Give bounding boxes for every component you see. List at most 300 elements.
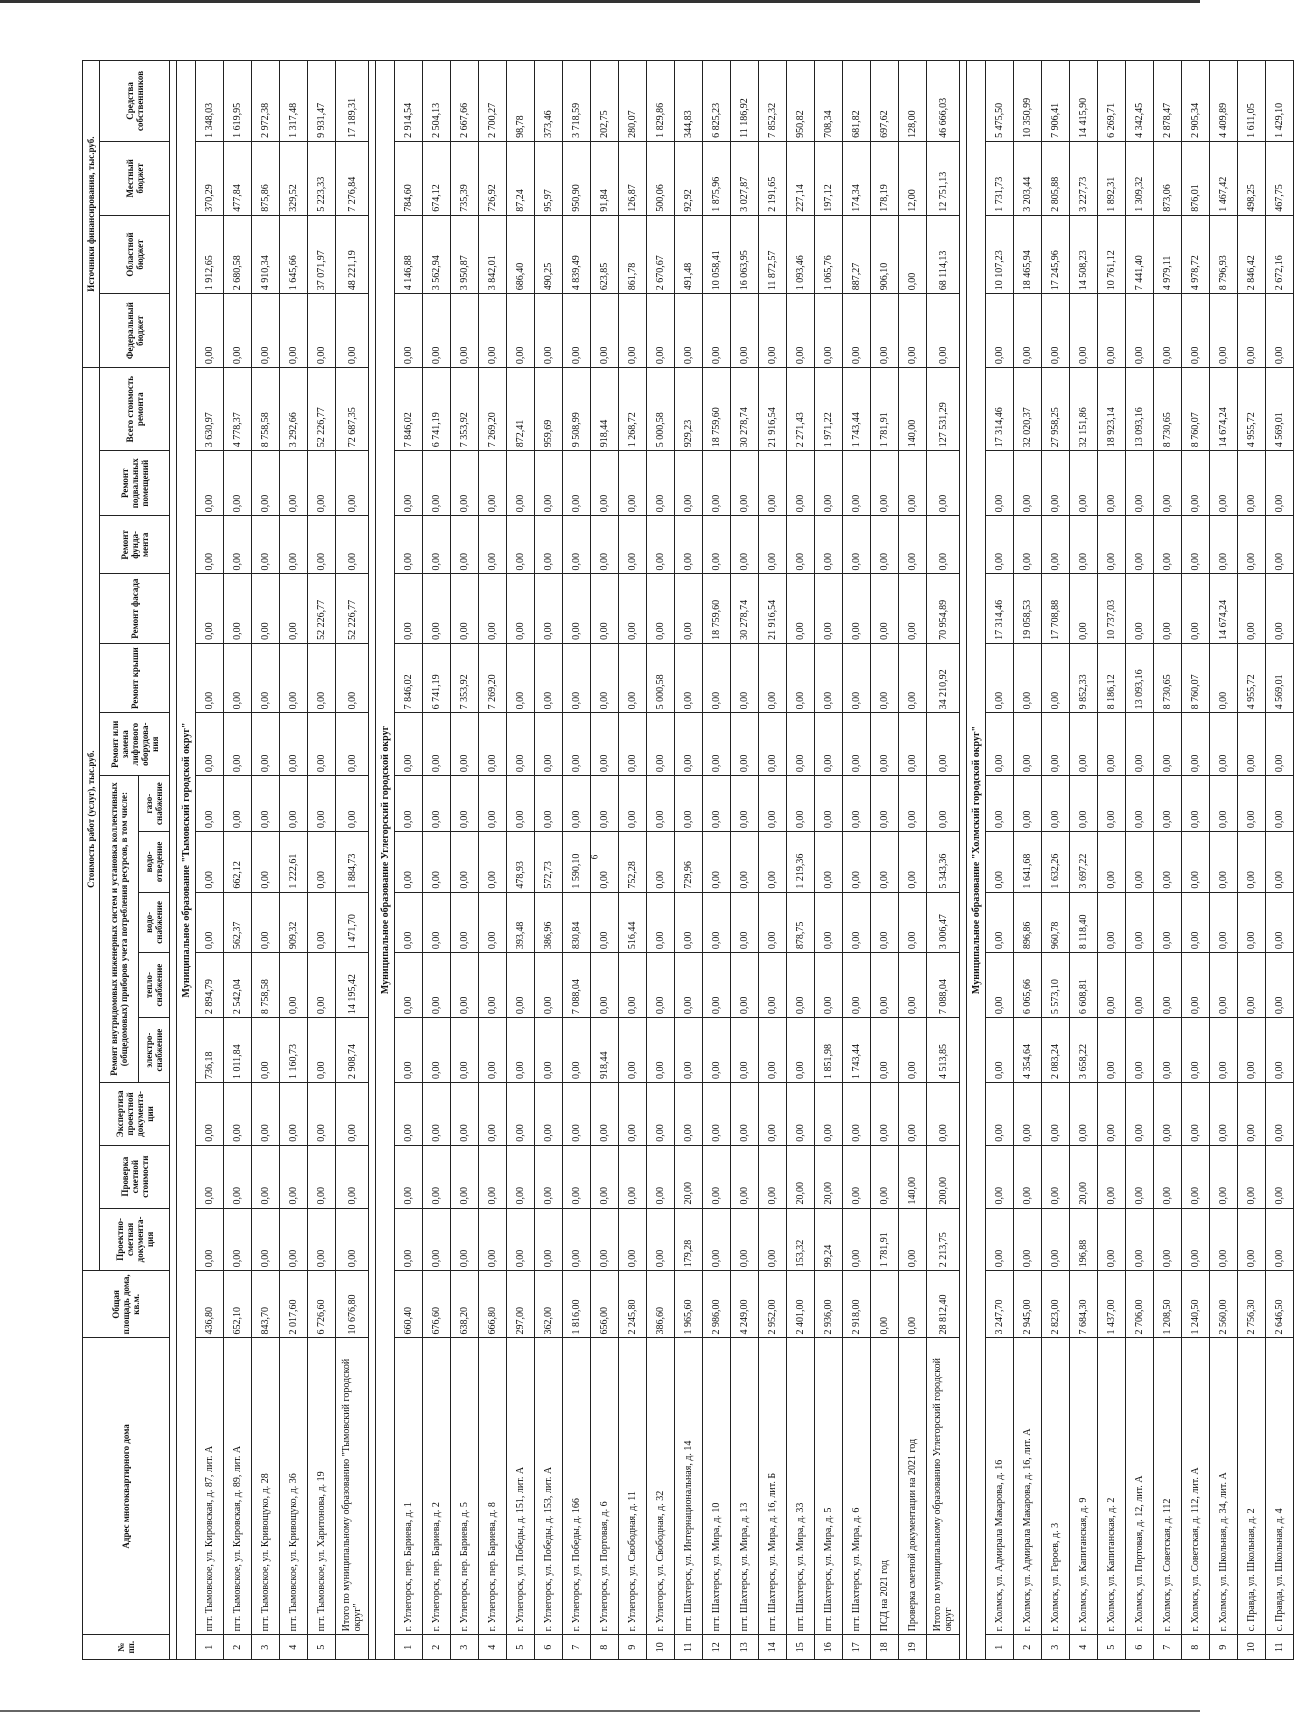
value-cell: 0,00 (1098, 1083, 1126, 1146)
value-cell: 0,00 (1238, 1208, 1266, 1271)
value-cell: 959,69 (535, 368, 563, 451)
value-cell: 4 409,89 (1210, 61, 1238, 142)
value-cell: 3 950,87 (451, 215, 479, 293)
value-cell: 0,00 (731, 713, 759, 776)
value-cell: 0,00 (871, 643, 899, 712)
value-cell: 34 210,92 (927, 643, 960, 712)
table-row (1182, 61, 1210, 1660)
value-cell: 0,00 (308, 1018, 336, 1083)
value-cell: 0,00 (871, 776, 899, 832)
value-cell: 0,00 (899, 1271, 927, 1338)
header-funding-group: Источники финансирования, тыс.руб. (83, 61, 100, 368)
value-cell: 0,00 (647, 1208, 675, 1271)
address-cell: ПСД на 2021 год (871, 1338, 899, 1635)
value-cell: 0,00 (986, 1018, 1014, 1083)
value-cell: 4 778,37 (224, 368, 252, 451)
value-cell: 2 756,30 (1238, 1271, 1266, 1338)
value-cell: 140,00 (899, 1145, 927, 1208)
value-cell: 92,92 (675, 141, 703, 215)
header-num: № пп. (83, 1635, 170, 1660)
value-cell: 0,00 (1182, 294, 1210, 368)
value-cell: 0,00 (535, 713, 563, 776)
table-row (423, 61, 451, 1660)
table-row (1210, 61, 1238, 1660)
value-cell: 4 342,45 (1126, 61, 1154, 142)
value-cell: 0,00 (843, 713, 871, 776)
value-cell: 0,00 (1154, 1208, 1182, 1271)
value-cell: 1 816,00 (563, 1271, 591, 1338)
value-cell: 0,00 (871, 1145, 899, 1208)
value-cell: 0,00 (986, 451, 1014, 516)
value-cell: 0,00 (619, 516, 647, 574)
value-cell: 0,00 (507, 294, 535, 368)
table-row (535, 61, 563, 1660)
table-row (395, 61, 423, 1660)
value-cell: 3 292,66 (280, 368, 308, 451)
value-cell: 8 730,65 (1154, 368, 1182, 451)
value-cell: 0,00 (336, 516, 369, 574)
value-cell: 4 978,72 (1182, 215, 1210, 293)
value-cell: 5 000,58 (647, 368, 675, 451)
value-cell: 329,52 (280, 141, 308, 215)
value-cell: 0,00 (843, 574, 871, 643)
address-cell: г. Углегорск, ул. Победы, д. 153, лит. А (535, 1338, 563, 1635)
value-cell: 0,00 (1154, 713, 1182, 776)
value-cell: 0,00 (280, 294, 308, 368)
value-cell: 1 348,03 (196, 61, 224, 142)
value-cell: 0,00 (1266, 1018, 1294, 1083)
value-cell: 0,00 (1014, 643, 1042, 712)
value-cell: 0,00 (843, 1145, 871, 1208)
value-cell: 0,00 (815, 516, 843, 574)
value-cell: 1 892,31 (1098, 141, 1126, 215)
value-cell: 0,00 (1238, 574, 1266, 643)
value-cell: 0,00 (395, 294, 423, 368)
value-cell: 0,00 (647, 776, 675, 832)
value-cell: 2 542,04 (224, 953, 252, 1018)
value-cell: 0,00 (899, 832, 927, 893)
value-cell: 0,00 (843, 643, 871, 712)
value-cell: 0,00 (280, 451, 308, 516)
value-cell: 2 083,24 (1042, 1018, 1070, 1083)
address-cell: г. Холмск, ул. Советская, д. 112 (1154, 1338, 1182, 1635)
value-cell: 0,00 (1266, 574, 1294, 643)
value-cell: 0,00 (619, 953, 647, 1018)
value-cell: 17 314,46 (986, 574, 1014, 643)
value-cell: 0,00 (395, 832, 423, 893)
value-cell: 0,00 (703, 892, 731, 953)
value-cell: 0,00 (535, 643, 563, 712)
value-cell: 7 088,04 (927, 953, 960, 1018)
value-cell: 0,00 (507, 574, 535, 643)
value-cell: 0,00 (899, 776, 927, 832)
row-number: 13 (731, 1635, 759, 1660)
value-cell: 0,00 (1210, 1018, 1238, 1083)
value-cell: 95,97 (535, 141, 563, 215)
value-cell: 18 759,60 (703, 368, 731, 451)
value-cell: 0,00 (675, 892, 703, 953)
value-cell: 4 979,11 (1154, 215, 1182, 293)
value-cell: 0,00 (423, 1145, 451, 1208)
table-row (1154, 61, 1182, 1660)
value-cell: 0,00 (899, 713, 927, 776)
value-cell: 0,00 (1238, 451, 1266, 516)
row-number: 1 (986, 1635, 1014, 1660)
value-cell: 2 894,79 (196, 953, 224, 1018)
value-cell: 6 741,19 (423, 643, 451, 712)
value-cell: 7 353,92 (451, 368, 479, 451)
value-cell: 0,00 (591, 1145, 619, 1208)
header-roof: Ремонт крыши (100, 643, 170, 712)
value-cell: 0,00 (591, 892, 619, 953)
value-cell: 0,00 (1154, 451, 1182, 516)
value-cell: 0,00 (563, 1208, 591, 1271)
value-cell: 0,00 (675, 643, 703, 712)
value-cell: 0,00 (280, 1208, 308, 1271)
value-cell: 1 829,86 (647, 61, 675, 142)
value-cell: 0,00 (563, 713, 591, 776)
value-cell: 2 401,00 (787, 1271, 815, 1338)
header-cost-group: Стоимость работ (услуг), тыс.руб. (83, 368, 100, 1271)
value-cell: 0,00 (591, 713, 619, 776)
value-cell: 0,00 (535, 1083, 563, 1146)
address-cell: г. Углегорск, ул. Победы, д. 166 (563, 1338, 591, 1635)
value-cell: 0,00 (1014, 1145, 1042, 1208)
value-cell: 0,00 (1210, 776, 1238, 832)
value-cell: 2 878,47 (1154, 61, 1182, 142)
value-cell: 0,00 (451, 713, 479, 776)
value-cell: 896,86 (1014, 892, 1042, 953)
value-cell: 861,78 (619, 215, 647, 293)
value-cell: 0,00 (619, 643, 647, 712)
value-cell: 0,00 (871, 1083, 899, 1146)
value-cell: 8 730,65 (1154, 643, 1182, 712)
table-row (899, 61, 927, 1660)
value-cell: 227,14 (787, 141, 815, 215)
address-cell: г. Углегорск, пер. Бариева, д. 8 (479, 1338, 507, 1635)
value-cell: 4 569,01 (1266, 643, 1294, 712)
row-number: 2 (1014, 1635, 1042, 1660)
value-cell: 0,00 (1126, 516, 1154, 574)
value-cell: 3 247,70 (986, 1271, 1014, 1338)
row-number: 3 (451, 1635, 479, 1660)
value-cell: 0,00 (451, 892, 479, 953)
value-cell: 7 353,92 (451, 643, 479, 712)
value-cell: 0,00 (451, 451, 479, 516)
value-cell: 0,00 (647, 832, 675, 893)
value-cell: 72 687,35 (336, 368, 369, 451)
value-cell: 0,00 (479, 294, 507, 368)
value-cell: 0,00 (507, 1018, 535, 1083)
row-number: 17 (843, 1635, 871, 1660)
value-cell: 0,00 (647, 451, 675, 516)
value-cell: 0,00 (815, 776, 843, 832)
value-cell: 9 852,33 (1070, 643, 1098, 712)
header-basement: Ремонт подвальных помещений (100, 451, 170, 516)
header-gas: газо-снабжение (139, 776, 170, 832)
value-cell: 0,00 (759, 1208, 787, 1271)
value-cell: 0,00 (703, 953, 731, 1018)
value-cell: 0,00 (395, 574, 423, 643)
value-cell: 0,00 (703, 1208, 731, 1271)
header-heat: тепло-снабжение (139, 953, 170, 1018)
value-cell: 5 000,58 (647, 643, 675, 712)
value-cell: 1 467,42 (1210, 141, 1238, 215)
value-cell: 6 269,71 (1098, 61, 1126, 142)
value-cell: 126,87 (619, 141, 647, 215)
value-cell: 0,00 (563, 451, 591, 516)
value-cell: 0,00 (308, 516, 336, 574)
value-cell: 2 667,66 (451, 61, 479, 142)
value-cell: 0,00 (647, 574, 675, 643)
page-number: 6 (589, 854, 600, 860)
value-cell: 18 759,60 (703, 574, 731, 643)
value-cell: 0,00 (843, 953, 871, 1018)
value-cell: 8 760,07 (1182, 368, 1210, 451)
header-expertise: Экспертиза проектной документа-ции (100, 1083, 170, 1146)
value-cell: 0,00 (1154, 294, 1182, 368)
value-cell: 0,00 (479, 713, 507, 776)
value-cell: 4 249,00 (731, 1271, 759, 1338)
header-sewer: водо-отведение (139, 832, 170, 893)
address-cell: пгт. Шахтерск, ул. Мира, д. 5 (815, 1338, 843, 1635)
value-cell: 0,00 (395, 892, 423, 953)
value-cell: 729,96 (675, 832, 703, 893)
value-cell: 0,00 (619, 776, 647, 832)
value-cell: 0,00 (423, 832, 451, 893)
value-cell: 3 630,97 (196, 368, 224, 451)
value-cell: 1 222,61 (280, 832, 308, 893)
value-cell: 0,00 (899, 451, 927, 516)
value-cell: 7 441,40 (1126, 215, 1154, 293)
value-cell: 3 697,22 (1070, 832, 1098, 893)
value-cell: 0,00 (252, 776, 280, 832)
value-cell: 0,00 (451, 1208, 479, 1271)
value-cell: 735,39 (451, 141, 479, 215)
value-cell: 14 415,90 (1070, 61, 1098, 142)
value-cell: 52 226,77 (308, 368, 336, 451)
value-cell: 0,00 (1238, 776, 1266, 832)
value-cell: 3 006,47 (927, 892, 960, 953)
value-cell: 373,46 (535, 61, 563, 142)
value-cell: 0,00 (986, 713, 1014, 776)
table-row (843, 61, 871, 1660)
value-cell: 0,00 (563, 574, 591, 643)
value-cell: 0,00 (280, 713, 308, 776)
value-cell: 0,00 (815, 1083, 843, 1146)
value-cell: 2 823,00 (1042, 1271, 1070, 1338)
value-cell: 0,00 (731, 776, 759, 832)
row-number: 11 (1266, 1635, 1294, 1660)
value-cell: 0,00 (1042, 294, 1070, 368)
value-cell: 0,00 (843, 294, 871, 368)
row-number: 9 (1210, 1635, 1238, 1660)
value-cell: 4 955,72 (1238, 643, 1266, 712)
row-number: 2 (423, 1635, 451, 1660)
value-cell: 0,00 (395, 451, 423, 516)
value-cell: 7 269,20 (479, 643, 507, 712)
value-cell: 0,00 (843, 776, 871, 832)
value-cell: 344,83 (675, 61, 703, 142)
value-cell: 9 508,99 (563, 368, 591, 451)
header-regional: Областной бюджет (100, 215, 170, 293)
value-cell: 0,00 (843, 892, 871, 953)
table-body (170, 61, 1294, 1660)
value-cell: 0,00 (308, 892, 336, 953)
value-cell: 0,00 (1210, 294, 1238, 368)
table-row (647, 61, 675, 1660)
value-cell: 929,23 (675, 368, 703, 451)
value-cell: 28 812,40 (927, 1271, 960, 1338)
value-cell: 10 107,23 (986, 215, 1014, 293)
value-cell: 0,00 (1014, 451, 1042, 516)
value-cell: 0,00 (395, 516, 423, 574)
capital-repair-table (82, 60, 1294, 1660)
value-cell: 10 761,12 (1098, 215, 1126, 293)
value-cell: 0,00 (479, 832, 507, 893)
value-cell: 0,00 (1238, 294, 1266, 368)
value-cell: 436,80 (196, 1271, 224, 1338)
row-number: 6 (535, 1635, 563, 1660)
value-cell: 20,00 (787, 1145, 815, 1208)
value-cell: 0,00 (759, 516, 787, 574)
value-cell: 153,32 (787, 1208, 815, 1271)
value-cell: 0,00 (1182, 1018, 1210, 1083)
value-cell: 0,00 (1042, 713, 1070, 776)
value-cell: 0,00 (703, 713, 731, 776)
value-cell: 0,00 (563, 294, 591, 368)
address-cell: г. Холмск, ул. Капитанская, д. 2 (1098, 1338, 1126, 1635)
value-cell: 0,00 (535, 451, 563, 516)
value-cell: 0,00 (1042, 1145, 1070, 1208)
value-cell: 0,00 (927, 451, 960, 516)
row-number: 15 (787, 1635, 815, 1660)
value-cell: 0,00 (1014, 516, 1042, 574)
value-cell: 0,00 (451, 776, 479, 832)
table-row (563, 61, 591, 1660)
value-cell: 197,12 (815, 141, 843, 215)
value-cell: 0,00 (703, 776, 731, 832)
value-cell: 2 560,00 (1210, 1271, 1238, 1338)
value-cell: 0,00 (224, 294, 252, 368)
value-cell: 7 276,84 (336, 141, 369, 215)
value-cell: 0,00 (675, 294, 703, 368)
value-cell: 708,34 (815, 61, 843, 142)
value-cell: 0,00 (451, 516, 479, 574)
value-cell: 0,00 (871, 574, 899, 643)
value-cell: 0,00 (899, 1018, 927, 1083)
table-header (83, 61, 170, 1660)
value-cell: 0,00 (815, 294, 843, 368)
value-cell: 7 269,20 (479, 368, 507, 451)
value-cell: 8 758,58 (252, 368, 280, 451)
value-cell: 950,82 (787, 61, 815, 142)
value-cell: 18 465,94 (1014, 215, 1042, 293)
value-cell: 0,00 (1126, 451, 1154, 516)
value-cell: 0,00 (843, 451, 871, 516)
value-cell: 0,00 (787, 451, 815, 516)
value-cell: 2 213,75 (927, 1208, 960, 1271)
value-cell: 0,00 (252, 832, 280, 893)
table-row (1126, 61, 1154, 1660)
value-cell: 0,00 (1210, 832, 1238, 893)
value-cell: 0,00 (563, 643, 591, 712)
value-cell: 13 093,16 (1126, 368, 1154, 451)
value-cell: 0,00 (591, 776, 619, 832)
value-cell: 0,00 (224, 1145, 252, 1208)
value-cell: 0,00 (1042, 1083, 1070, 1146)
value-cell: 0,00 (927, 516, 960, 574)
value-cell: 0,00 (196, 1208, 224, 1271)
header-foundation: Ремонт фунда-мента (100, 516, 170, 574)
value-cell: 32 020,37 (1014, 368, 1042, 451)
value-cell: 1 781,91 (871, 1208, 899, 1271)
value-cell: 52 226,77 (336, 574, 369, 643)
table-row (703, 61, 731, 1660)
value-cell: 0,00 (308, 294, 336, 368)
address-cell: пгт. Тымовское, ул. Кировская, д. 89, лит. А (224, 1338, 252, 1635)
value-cell: 0,00 (759, 1145, 787, 1208)
value-cell: 572,73 (535, 832, 563, 893)
value-cell: 887,27 (843, 215, 871, 293)
table-row (252, 61, 280, 1660)
value-cell: 0,00 (1154, 1083, 1182, 1146)
value-cell: 830,84 (563, 892, 591, 953)
row-number: 1 (196, 1635, 224, 1660)
value-cell: 0,00 (731, 1083, 759, 1146)
value-cell: 0,00 (1042, 451, 1070, 516)
value-cell: 7 088,04 (563, 953, 591, 1018)
value-cell: 0,00 (1070, 451, 1098, 516)
value-cell: 0,00 (336, 776, 369, 832)
value-cell: 0,00 (423, 1208, 451, 1271)
value-cell: 876,01 (1182, 141, 1210, 215)
value-cell: 0,00 (675, 1018, 703, 1083)
value-cell: 0,00 (703, 643, 731, 712)
value-cell: 0,00 (1154, 1018, 1182, 1083)
value-cell: 4 513,85 (927, 1018, 960, 1083)
value-cell: 0,00 (619, 574, 647, 643)
section-title: Муниципальное образование "Тымовский городской округ" (177, 61, 196, 1660)
value-cell: 0,00 (1210, 1083, 1238, 1146)
value-cell: 2 680,58 (224, 215, 252, 293)
value-cell: 0,00 (815, 713, 843, 776)
value-cell: 8 118,40 (1070, 892, 1098, 953)
value-cell: 0,00 (787, 643, 815, 712)
value-cell: 4 146,88 (395, 215, 423, 293)
value-cell: 4 910,34 (252, 215, 280, 293)
value-cell: 0,00 (1182, 1145, 1210, 1208)
value-cell: 0,00 (308, 953, 336, 1018)
value-cell: 0,00 (1238, 1145, 1266, 1208)
value-cell: 0,00 (986, 892, 1014, 953)
value-cell: 27 958,25 (1042, 368, 1070, 451)
value-cell: 5 223,33 (308, 141, 336, 215)
value-cell: 200,00 (927, 1145, 960, 1208)
value-cell: 686,40 (507, 215, 535, 293)
value-cell: 0,00 (224, 713, 252, 776)
value-cell: 4 955,72 (1238, 368, 1266, 451)
value-cell: 0,00 (986, 294, 1014, 368)
value-cell: 0,00 (1266, 1145, 1294, 1208)
value-cell: 0,00 (423, 516, 451, 574)
value-cell: 11 186,92 (731, 61, 759, 142)
value-cell: 19 058,53 (1014, 574, 1042, 643)
value-cell: 0,00 (196, 643, 224, 712)
value-cell: 0,00 (619, 1018, 647, 1083)
row-number: 1 (395, 1635, 423, 1660)
value-cell: 0,00 (1210, 713, 1238, 776)
